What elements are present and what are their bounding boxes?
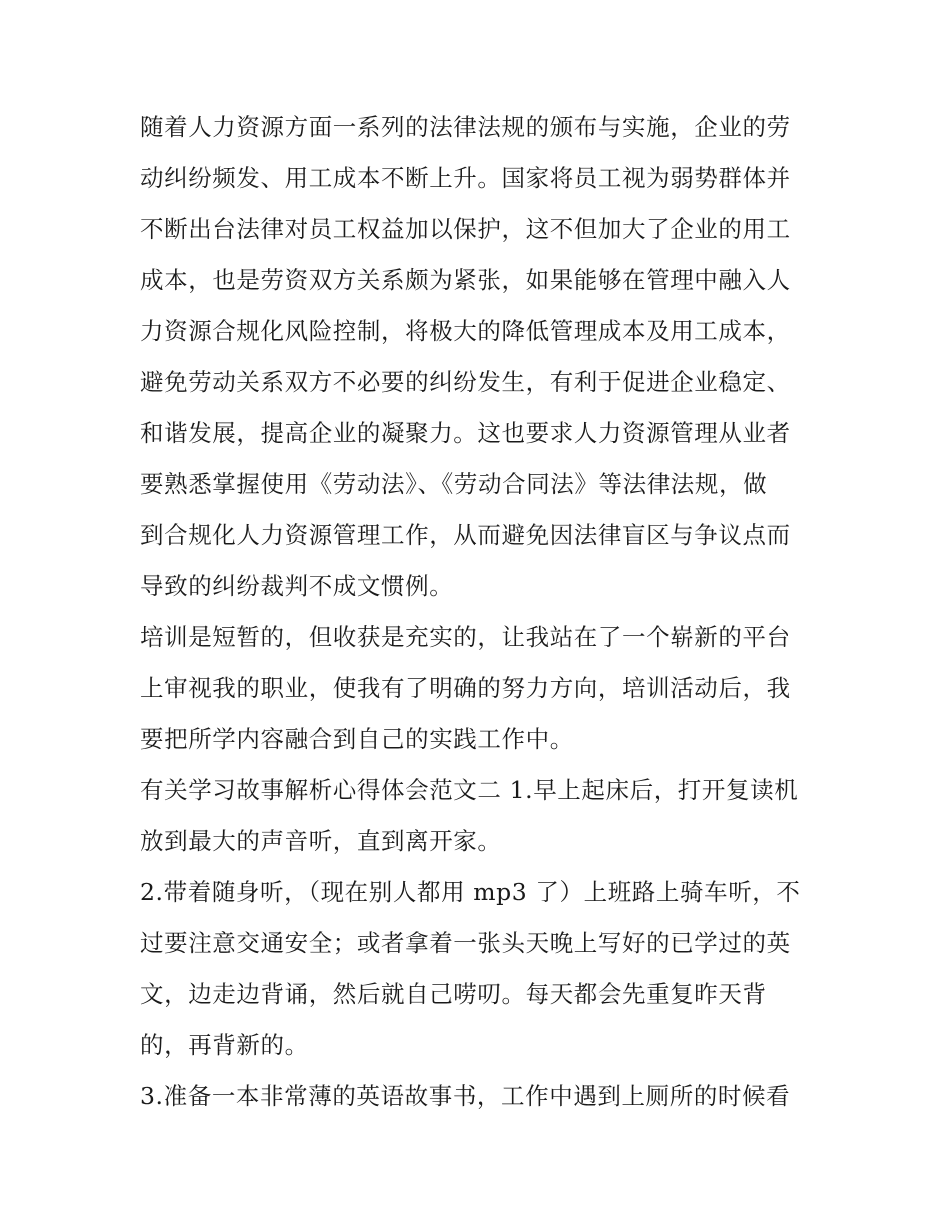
- paragraph-item-3: [140, 1071, 812, 1122]
- text-line: 力资源合规化风险控制，将极大的降低管理成本及用工成本，: [140, 317, 791, 345]
- text-line: 避免劳动关系双方不必要的纠纷发生，有利于促进企业稳定、: [140, 368, 791, 396]
- text-line: 放到最大的声音听，直到离开家。: [140, 827, 502, 855]
- text-line: 成本，也是劳资双方关系颇为紧张，如果能够在管理中融入人: [140, 266, 791, 294]
- paragraph-training: [140, 612, 812, 765]
- text-line: 过要注意交通安全；或者拿着一张头天晚上写好的已学过的英: [140, 929, 791, 957]
- paragraph-item-2: [140, 867, 812, 1071]
- text-line: 有关学习故事解析心得体会范文二 1.早上起床后，打开复读机: [140, 776, 799, 804]
- text-line: 导致的纠纷裁判不成文惯例。: [140, 572, 454, 600]
- text-line: 文，边走边背诵，然后就自己唠叨。每天都会先重复昨天背: [140, 980, 767, 1008]
- text-line: 2.带着随身听，（现在别人都用 mp3 了）上班路上骑车听，不: [140, 878, 801, 906]
- text-line: 动纠纷频发、用工成本不断上升。国家将员工视为弱势群体并: [140, 164, 791, 192]
- text-line: 随着人力资源方面一系列的法律法规的颁布与实施，企业的劳: [140, 113, 791, 141]
- text-line: 不断出台法律对员工权益加以保护，这不但加大了企业的用工: [140, 215, 791, 243]
- text-line: 和谐发展，提高企业的凝聚力。这也要求人力资源管理从业者: [140, 419, 791, 447]
- paragraph-labor-law: [140, 102, 812, 612]
- text-line: 的，再背新的。: [140, 1031, 309, 1059]
- text-line: 到合规化人力资源管理工作，从而避免因法律盲区与争议点而: [140, 521, 791, 549]
- text-line: 培训是短暂的，但收获是充实的，让我站在了一个崭新的平台: [140, 623, 791, 651]
- paragraph-sample-two: [140, 765, 812, 867]
- text-line: 3.准备一本非常薄的英语故事书，工作中遇到上厕所的时候看: [140, 1082, 791, 1110]
- text-line: 上审视我的职业，使我有了明确的努力方向，培训活动后，我: [140, 674, 791, 702]
- document-body: [140, 102, 812, 1122]
- text-line: 要把所学内容融合到自己的实践工作中。: [140, 725, 574, 753]
- text-line: 要熟悉掌握使用《劳动法》、《劳动合同法》等法律法规，做: [140, 470, 768, 498]
